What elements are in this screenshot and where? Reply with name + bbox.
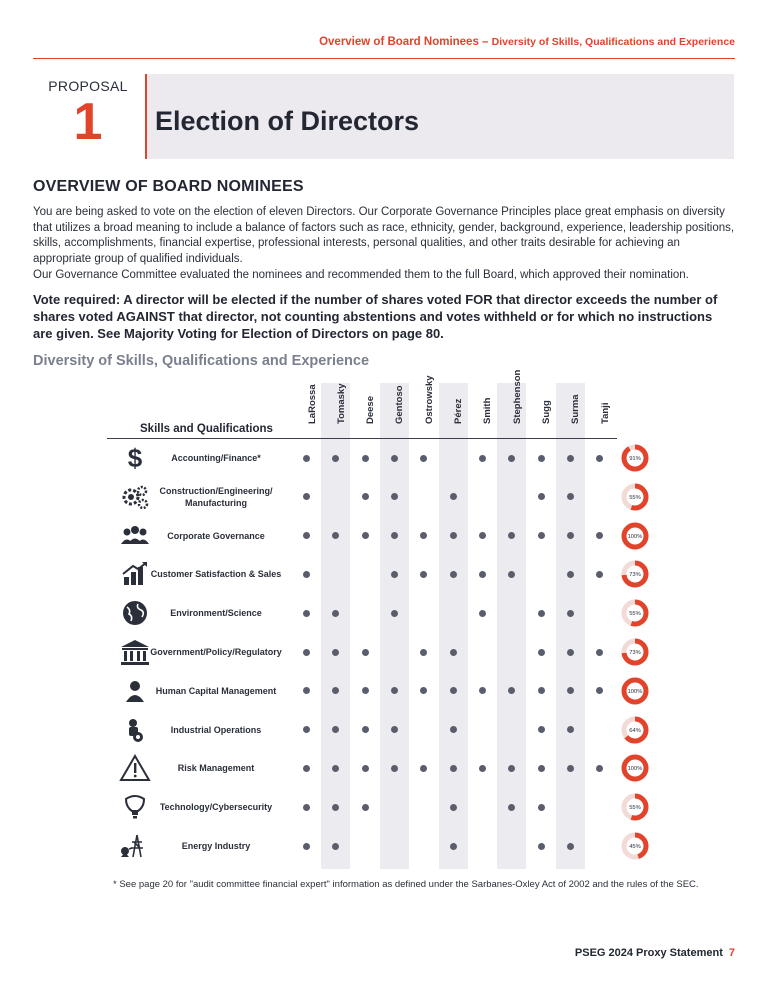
skill-percent-donut	[621, 677, 649, 705]
skill-mark-dot	[362, 804, 369, 811]
skill-mark-dot	[538, 493, 545, 500]
header-rule	[33, 58, 735, 59]
section-subtitle: Diversity of Skills, Qualifications and Experience	[491, 36, 735, 48]
skill-mark-dot	[332, 843, 339, 850]
director-column-header	[439, 383, 468, 435]
director-name: Smith	[482, 397, 494, 424]
skill-mark-dot	[508, 804, 515, 811]
skill-label: Construction/Engineering/ Manufacturing	[159, 485, 273, 508]
skill-mark-dot	[538, 843, 545, 850]
skill-mark-dot	[479, 687, 486, 694]
skill-mark-dot	[332, 455, 339, 462]
page-footer	[575, 947, 735, 959]
skill-mark-dot	[420, 455, 427, 462]
director-name: Sugg	[540, 400, 552, 424]
skill-percent-donut	[621, 754, 649, 782]
skill-mark-dot	[567, 726, 574, 733]
director-column-header	[351, 383, 380, 435]
skill-mark-dot	[479, 610, 486, 617]
skill-mark-dot	[450, 843, 457, 850]
skill-mark-dot	[538, 726, 545, 733]
proposal-number: 1	[73, 93, 103, 151]
footer-document-title: PSEG 2024 Proxy Statement	[574, 947, 723, 959]
skill-mark-dot	[450, 571, 457, 578]
skill-mark-dot	[303, 532, 310, 539]
skill-mark-dot	[420, 532, 427, 539]
skill-mark-dot	[420, 687, 427, 694]
skill-mark-dot	[567, 843, 574, 850]
skill-mark-dot	[479, 765, 486, 772]
donut-percent-label: 73%	[629, 650, 641, 657]
skill-mark-dot	[391, 610, 398, 617]
skill-label: Environment/Science	[170, 608, 262, 619]
skill-mark-dot	[567, 571, 574, 578]
donut-percent-label: 100%	[627, 766, 643, 773]
skill-percent-donut	[621, 638, 649, 666]
donut-percent-label: 55%	[629, 611, 641, 618]
director-name: Stephenson	[511, 369, 523, 424]
donut-percent-label: 55%	[629, 805, 641, 812]
skill-mark-dot	[567, 649, 574, 656]
skill-mark-dot	[567, 765, 574, 772]
skill-mark-dot	[391, 765, 398, 772]
skill-mark-dot	[538, 804, 545, 811]
donut-percent-label: 91%	[629, 456, 641, 463]
skill-percent-donut	[621, 560, 649, 588]
section-title: Overview of Board Nominees –	[319, 36, 489, 48]
skill-mark-dot	[538, 610, 545, 617]
skill-mark-dot	[508, 455, 515, 462]
skill-mark-dot	[450, 726, 457, 733]
skill-mark-dot	[567, 532, 574, 539]
skill-mark-dot	[303, 687, 310, 694]
director-name: Gentoso	[394, 385, 406, 424]
director-column-header	[321, 383, 350, 435]
director-name: LaRossa	[306, 384, 318, 424]
skill-mark-dot	[420, 649, 427, 656]
donut-percent-label: 64%	[629, 727, 641, 734]
skill-percent-donut	[621, 793, 649, 821]
skill-mark-dot	[567, 610, 574, 617]
skill-mark-dot	[362, 532, 369, 539]
director-column-header	[497, 369, 526, 435]
skill-mark-dot	[303, 649, 310, 656]
skill-label: Energy Industry	[181, 841, 251, 851]
diversity-heading: Diversity of Skills, Qualifications and Experience	[33, 353, 370, 369]
skill-mark-dot	[303, 804, 310, 811]
skills-heading: Skills and Qualifications	[140, 423, 273, 435]
skill-mark-dot	[303, 726, 310, 733]
proposal-label: PROPOSAL	[48, 78, 128, 94]
director-column-header	[468, 383, 497, 435]
skill-mark-dot	[362, 455, 369, 462]
director-name: Tomasky	[335, 383, 347, 424]
director-name: Deese	[365, 396, 377, 424]
skill-mark-dot	[450, 649, 457, 656]
overview-paragraph-1: You are being asked to vote on the election of eleven Directors. Our Corporate Governance Principles place great emphasis on diversity that utilizes a broad meaning to include a balance of factors such as race, ethnicity, gender, background, experience, leadership positions, skills, accomplishments, financial expertise, professional interests, personal qualities, and other traits desirable for achieving an appropriate group of qualified individuals.	[33, 206, 735, 265]
director-column-header	[526, 383, 555, 435]
skill-label: Accounting/Finance*	[171, 453, 261, 463]
skill-mark-dot	[567, 455, 574, 462]
skill-mark-dot	[391, 571, 398, 578]
svg-text:$: $	[127, 444, 143, 472]
director-column-band	[439, 383, 468, 869]
vote-required-text: Vote required: A director will be elected if the number of shares voted FOR that director exceeds the number of shares voted AGAINST that director, not counting abstentions and votes withheld or for which no instructions are given. See Majority Voting for Election of Directors on page 80.	[33, 292, 718, 341]
skill-mark-dot	[538, 687, 545, 694]
skill-percent-donut	[621, 522, 649, 550]
donut-percent-label: 55%	[629, 494, 641, 501]
skill-mark-dot	[596, 649, 603, 656]
director-column-header	[292, 383, 321, 435]
director-column-header	[556, 383, 585, 435]
skill-mark-dot	[479, 455, 486, 462]
skill-percent-donut	[621, 716, 649, 744]
skill-label: Corporate Governance	[167, 530, 265, 541]
director-column-header	[380, 383, 409, 435]
skill-label: Industrial Operations	[170, 724, 262, 735]
skill-mark-dot	[362, 726, 369, 733]
skill-mark-dot	[596, 532, 603, 539]
skill-mark-dot	[596, 687, 603, 694]
donut-percent-label: 100%	[627, 688, 643, 695]
skill-mark-dot	[538, 532, 545, 539]
skill-mark-dot	[303, 571, 310, 578]
skill-mark-dot	[391, 455, 398, 462]
skill-mark-dot	[362, 493, 369, 500]
skill-mark-dot	[450, 765, 457, 772]
overview-paragraph-2: Our Governance Committee evaluated the nominees and recommended them to the full Board, which approved their nomination.	[33, 269, 689, 281]
skill-mark-dot	[420, 571, 427, 578]
skill-mark-dot	[450, 532, 457, 539]
skill-mark-dot	[450, 804, 457, 811]
skill-label: Human Capital Management	[155, 685, 277, 696]
skill-label: Risk Management	[177, 763, 255, 774]
skill-mark-dot	[362, 649, 369, 656]
skill-mark-dot	[303, 610, 310, 617]
skill-mark-dot	[538, 455, 545, 462]
skill-mark-dot	[362, 765, 369, 772]
skills-heading-rule	[107, 438, 617, 439]
skill-mark-dot	[303, 493, 310, 500]
skill-percent-donut	[621, 599, 649, 627]
skill-percent-donut	[621, 483, 649, 511]
skill-percent-donut	[621, 832, 649, 860]
skill-mark-dot	[332, 649, 339, 656]
skill-mark-dot	[420, 765, 427, 772]
skill-mark-dot	[303, 765, 310, 772]
director-name: Ostrowsky	[423, 375, 435, 424]
skill-mark-dot	[303, 455, 310, 462]
skill-mark-dot	[596, 455, 603, 462]
skill-label: Technology/Cybersecurity	[159, 802, 273, 813]
skill-mark-dot	[303, 843, 310, 850]
skill-percent-donut	[621, 444, 649, 472]
donut-percent-label: 45%	[629, 844, 641, 851]
proposal-title: Election of Directors	[155, 106, 420, 136]
matrix-footnote: * See page 20 for "audit committee financial expert" information as defined under the Sarbanes-Oxley Act of 2002 and the rules of the SEC.	[113, 879, 699, 890]
overview-heading: OVERVIEW OF BOARD NOMINEES	[33, 178, 304, 195]
director-column-header	[585, 383, 614, 435]
skill-mark-dot	[450, 493, 457, 500]
director-name: Pérez	[453, 398, 464, 424]
skill-mark-dot	[596, 571, 603, 578]
skill-mark-dot	[479, 571, 486, 578]
skill-mark-dot	[450, 687, 457, 694]
skill-mark-dot	[362, 687, 369, 694]
donut-percent-label: 73%	[629, 572, 641, 579]
director-column-header	[409, 375, 438, 435]
director-name: Surma	[570, 394, 582, 424]
skill-mark-dot	[596, 765, 603, 772]
skill-label: Government/Policy/Regulatory	[150, 647, 282, 657]
director-name: Tanji	[599, 402, 611, 424]
skill-mark-dot	[538, 649, 545, 656]
page-number: 7	[728, 947, 735, 959]
donut-percent-label: 100%	[627, 533, 643, 540]
section-header	[0, 36, 735, 48]
skill-mark-dot	[538, 765, 545, 772]
skill-mark-dot	[479, 532, 486, 539]
skill-label: Customer Satisfaction & Sales	[150, 569, 282, 580]
